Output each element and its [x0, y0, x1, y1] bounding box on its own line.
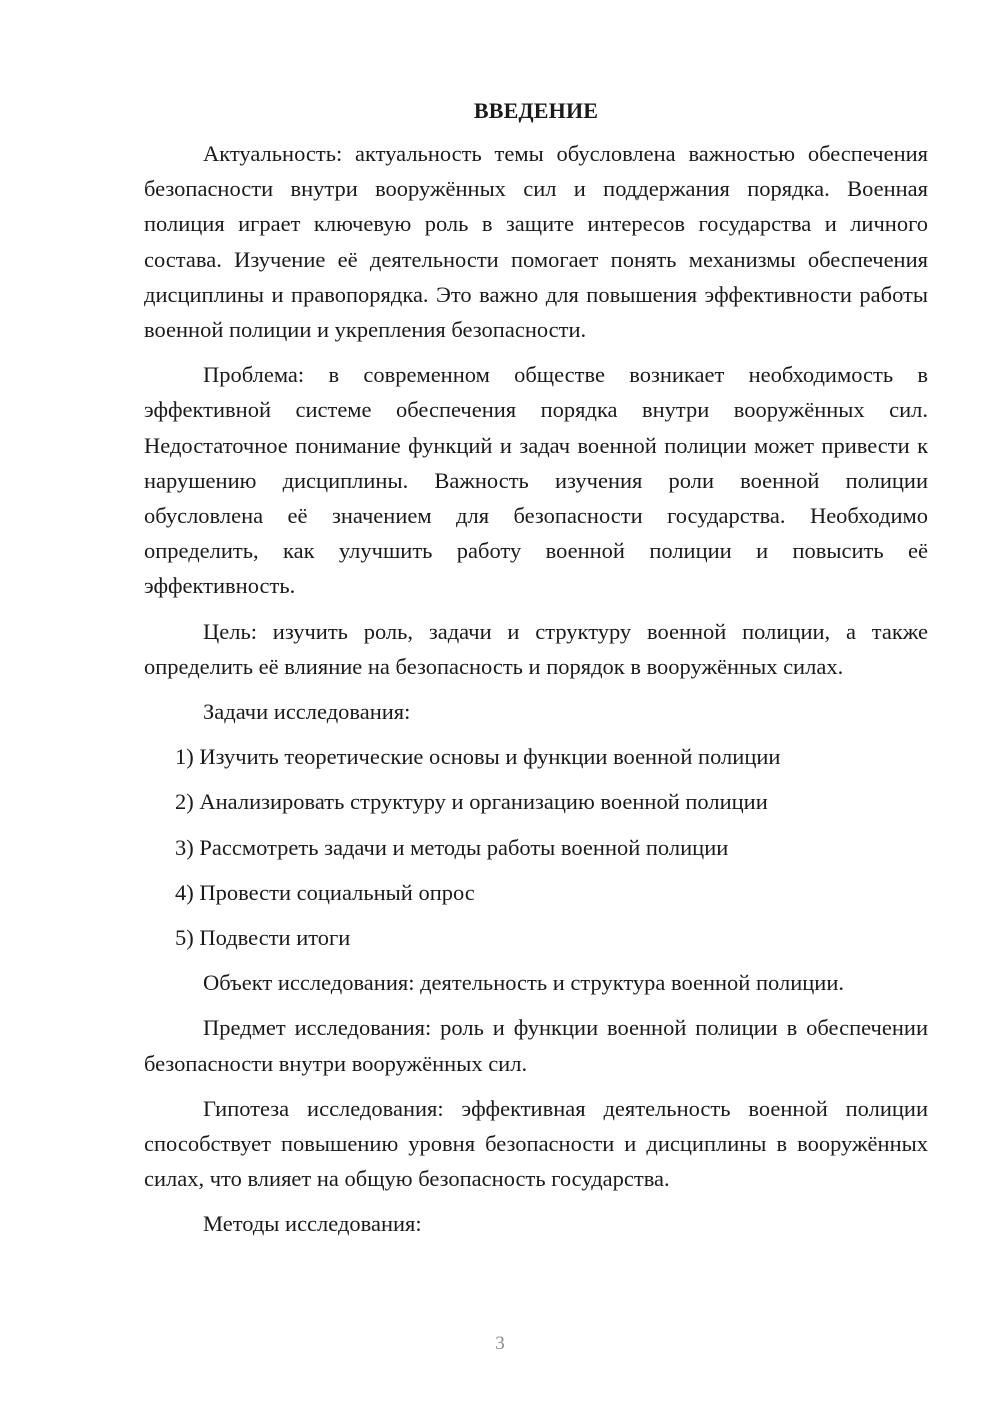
- paragraph-object: Объект исследования: деятельность и структура военной полиции.: [203, 970, 844, 996]
- page-number: 3: [495, 1333, 505, 1354]
- paragraph-problem: Проблема: в современном обществе возникает необходимость в эффективной системе обеспечения порядка внутри вооружённых сил. Недостаточное понимание функций и задач военной полиции может привести к нарушению дисциплины. Важность изучения роли военной полиции обусловлена её значением для безопасности государства. Необходимо определить, как улучшить работу военной полиции и повысить её эффективность.: [144, 362, 928, 599]
- paragraph-relevance: Актуальность: актуальность темы обусловлена важностью обеспечения безопасности внутри вооружённых сил и поддержания порядка. Военная полиция играет ключевую роль в защите интересов государства и личного состава. Изучение её деятельности помогает понять механизмы обеспечения дисциплины и правопорядка. Это важно для повышения эффективности работы военной полиции и укрепления безопасности.: [144, 141, 928, 343]
- paragraph-hypothesis: Гипотеза исследования: эффективная деятельность военной полиции способствует повышению уровня безопасности и дисциплины в вооружённых силах, что влияет на общую безопасность государства.: [144, 1095, 928, 1192]
- paragraph-subject: Предмет исследования: роль и функции военной полиции в обеспечении безопасности внутри вооружённых сил.: [144, 1015, 928, 1076]
- tasks-heading: Задачи исследования:: [203, 699, 411, 725]
- list-item: 5) Подвести итоги: [175, 925, 351, 951]
- list-item: 1) Изучить теоретические основы и функции военной полиции: [175, 744, 781, 770]
- methods-heading: Методы исследования:: [203, 1211, 422, 1237]
- list-item: 4) Провести социальный опрос: [175, 879, 475, 905]
- tasks-list: [144, 739, 928, 955]
- paragraph-goal: Цель: изучить роль, задачи и структуру военной полиции, а также определить её влияние на безопасность и порядок в вооружённых силах.: [144, 618, 928, 679]
- page-content: [144, 96, 928, 1252]
- list-item: 3) Рассмотреть задачи и методы работы военной полиции: [175, 834, 729, 860]
- section-title: ВВЕДЕНИЕ: [473, 98, 599, 123]
- list-item: 2) Анализировать структуру и организацию военной полиции: [175, 789, 768, 815]
